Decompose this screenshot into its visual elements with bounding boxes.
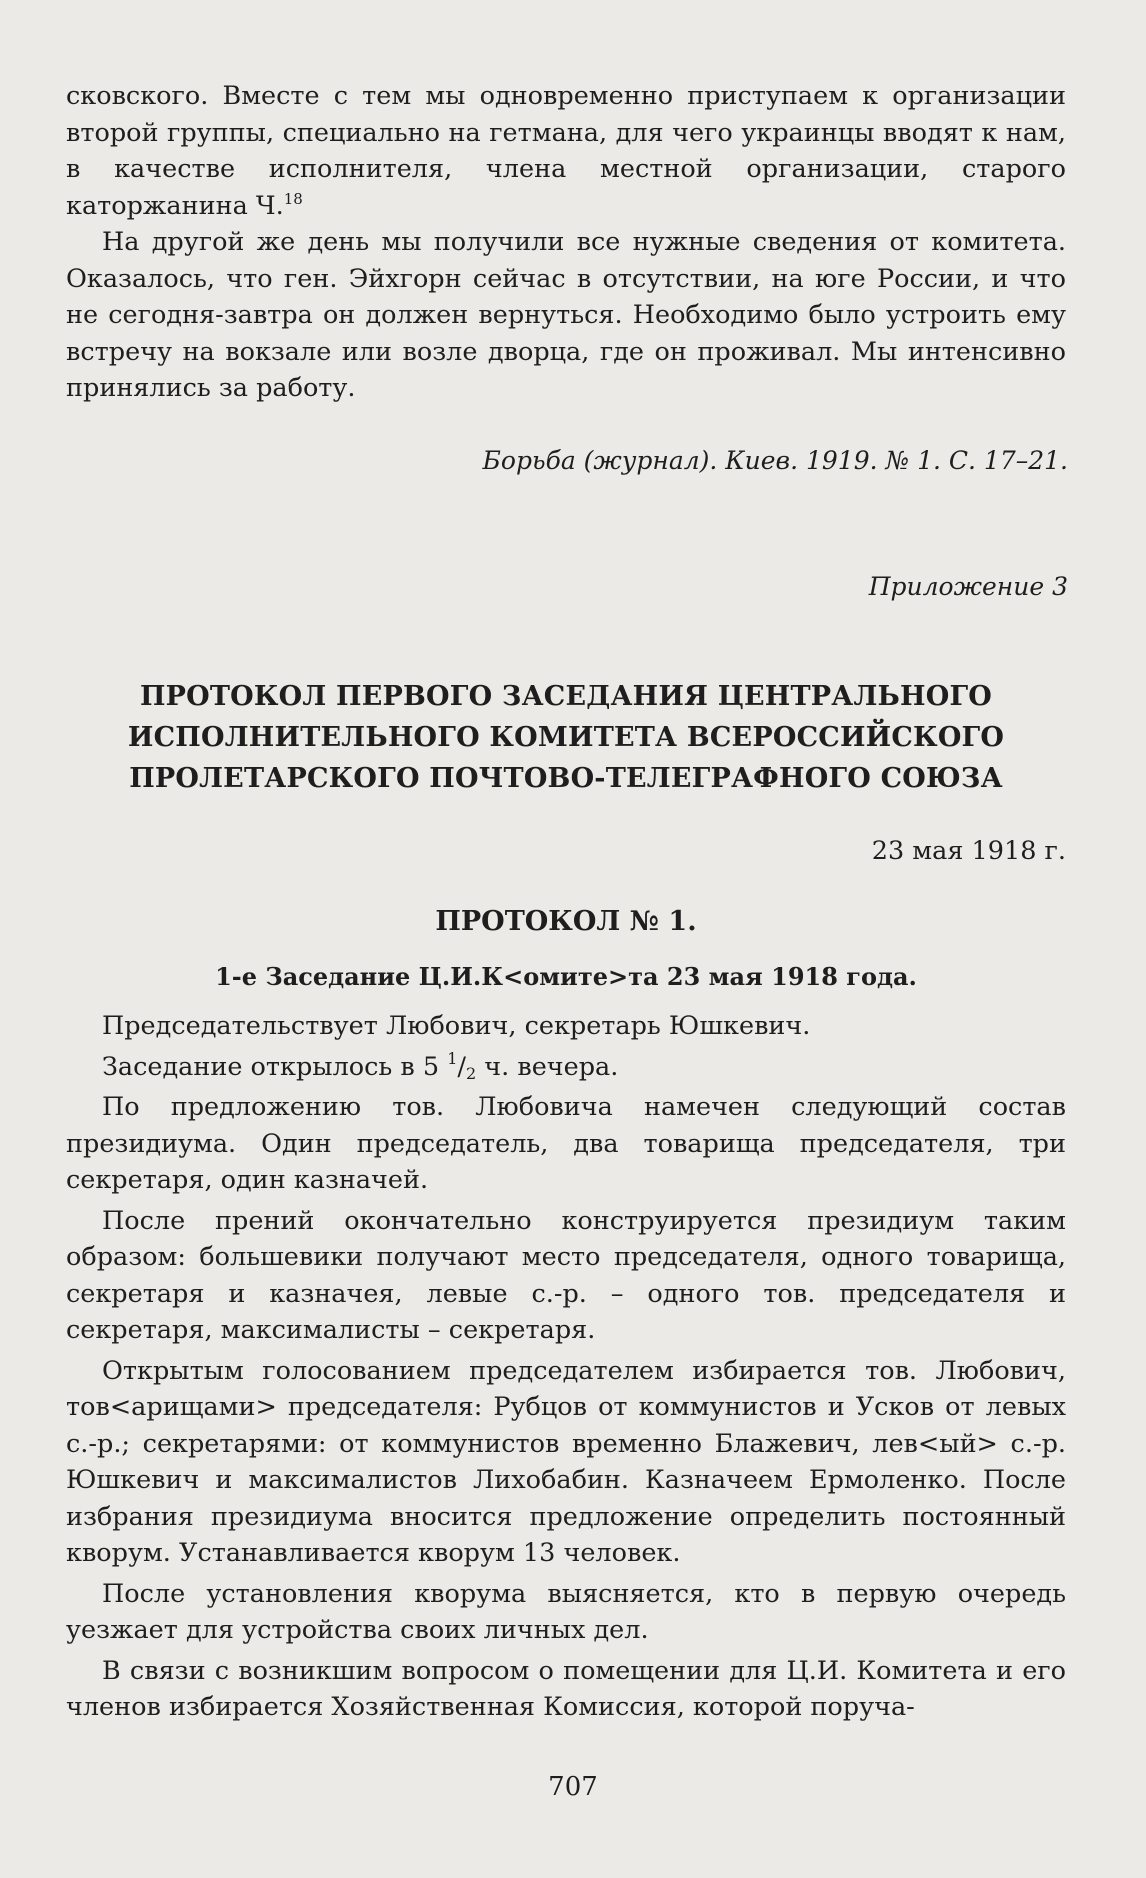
vote-paragraph: Открытым голосованием председателем избирается тов. Любович, тов<арищами> председателя: Рубцов от коммунистов и Усков от левых с.-р.; секретарями: от коммунистов временно Блажевич, лев<ый> с.-р. Юшкевич и максималистов Лихобабин. Казначеем Ермоленко. После избрания президиума вносится предложение определить постоянный кворум. Устанавливается кворум 13 человек. [66, 1355, 1066, 1568]
intro-paragraph-1: сковского. Вместе с тем мы одновременно приступаем к организации второй группы, специально на гетмана, для чего украинцы вводят к нам, в качестве исполнителя, члена местной организации, старого каторжанина Ч.$^{18}$ [66, 81, 1066, 221]
title-line: ИСПОЛНИТЕЛЬНОГО КОМИТЕТА ВСЕРОССИЙСКОГО [127, 722, 1005, 753]
session-title: 1-е Заседание Ц.И.К<омите>та 23 мая 1918 года. [215, 962, 917, 991]
page-number: 707 [548, 1772, 598, 1802]
document-title [66, 676, 1066, 799]
presidium-paragraph: По предложению тов. Любовича намечен следующий состав президиума. Один председатель, два товарища председателя, три секретаря, один казначей. [66, 1092, 1066, 1195]
source-citation: Борьба (журнал). Киев. 1919. № 1. С. 17–21. [482, 446, 1068, 475]
protocol-title: ПРОТОКОЛ № 1. [435, 906, 697, 937]
quorum-paragraph: После установления кворума выясняется, кто в первую очередь уезжает для устройства своих личных дел. [66, 1578, 1066, 1645]
opened-paragraph: Заседание открылось в 5 $^1$/2 ч. вечера. [102, 1048, 619, 1083]
chair-paragraph: Председательствует Любович, секретарь Юшкевич. [102, 1011, 811, 1041]
footnote-marker: 18 [283, 189, 303, 208]
intro-paragraph-2: На другой же день мы получили все нужные сведения от комитета. Оказалось, что ген. Эйхгорн сейчас в отсутствии, на юге России, и что не сегодня-завтра он должен вернуться. Необходимо было устроить ему встречу на вокзале или возле дворца, где он проживал. Мы интенсивно принялись за работу. [66, 227, 1066, 403]
protocol-body [66, 1008, 1066, 1726]
debate-paragraph: После прений окончательно конструируется президиум таким образом: большевики получают место председателя, одного товарища, секретаря и казначея, левые с.-р. – одного тов. председателя и секретаря, максималисты – секретаря. [66, 1205, 1066, 1345]
commission-paragraph: В связи с возникшим вопросом о помещении для Ц.И. Комитета и его членов избирается Хозяйственная Комиссия, которой поруча- [66, 1655, 1066, 1722]
intro-text [66, 78, 1066, 407]
title-line: ПРОТОКОЛ ПЕРВОГО ЗАСЕДАНИЯ ЦЕНТРАЛЬНОГО [139, 681, 993, 712]
document-date: 23 мая 1918 г. [871, 836, 1066, 866]
title-line: ПРОЛЕТАРСКОГО ПОЧТОВО-ТЕЛЕГРАФНОГО СОЮЗА [129, 763, 1003, 794]
appendix-label: Приложение 3 [868, 572, 1068, 601]
